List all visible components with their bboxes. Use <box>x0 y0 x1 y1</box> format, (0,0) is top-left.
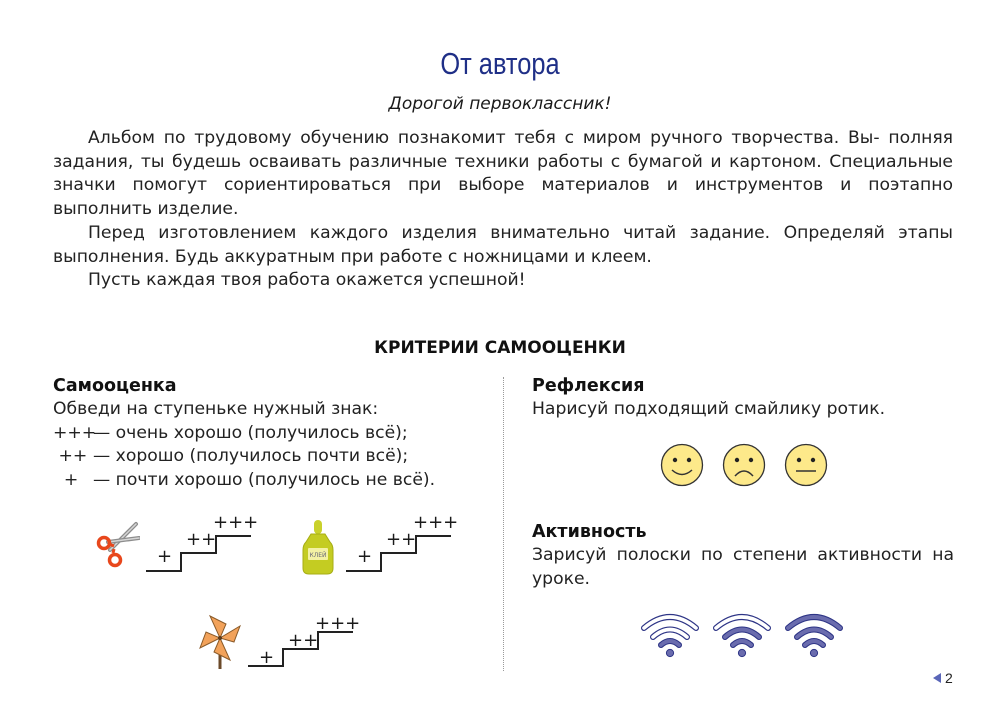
glue-bottle-icon <box>302 518 334 580</box>
legend-row <box>53 469 493 493</box>
wifi-level-2-icon[interactable] <box>712 610 772 658</box>
intro-line: и поэтапно выполнить изделие. <box>53 175 954 220</box>
neutral-smiley-icon[interactable] <box>784 443 828 487</box>
intro-paragraph-2 <box>53 222 953 269</box>
activity-title: Активность <box>532 522 647 542</box>
legend-row <box>53 445 493 469</box>
step-plus-3[interactable]: +++ <box>213 512 259 533</box>
self-assessment-title: Самооценка <box>53 376 177 396</box>
intro-line: выполнения. Будь аккуратным при работе с ножницами и клеем. <box>53 246 652 267</box>
legend-symbol: +++ <box>53 422 97 443</box>
intro-line: полняя задания, ты будешь осваивать различные техники работы с бумагой и картоном. <box>53 128 954 172</box>
intro-line: Перед изготовлением каждого изделия внимательно читай задание. Определяй этапы <box>88 222 953 243</box>
step-plus-1[interactable]: + <box>157 546 173 567</box>
self-assessment-instruction: Обведи на ступеньке нужный знак: <box>53 399 379 419</box>
sad-smiley-icon[interactable] <box>722 443 766 487</box>
step-plus-1[interactable]: + <box>357 546 373 567</box>
intro-line: Специальные значки помогут сориентироваться при выборе материалов и инструментов <box>53 151 953 196</box>
activity-section <box>532 520 954 591</box>
page-number <box>933 670 953 686</box>
legend-text: — почти хорошо (получилось не всё). <box>93 469 436 490</box>
step-plus-2[interactable]: ++ <box>288 630 319 651</box>
column-divider <box>503 377 504 671</box>
wifi-level-3-icon[interactable] <box>784 610 844 658</box>
page-title: От автора <box>440 46 560 81</box>
criteria-heading: КРИТЕРИИ САМООЦЕНКИ <box>374 338 626 358</box>
page-number-text: 2 <box>945 670 953 686</box>
intro-line: Альбом по трудовому обучению познакомит тебя с миром ручного творчества. Вы- <box>88 128 880 148</box>
activity-signals-row <box>640 610 844 658</box>
triangle-left-icon <box>933 673 941 683</box>
step-plus-1[interactable]: + <box>259 647 275 668</box>
activity-instruction: Зарисуй полоски по степени активности на уроке. <box>532 545 954 589</box>
self-assessment-section <box>53 374 493 492</box>
intro-text <box>53 127 953 293</box>
intro-paragraph-1 <box>53 127 953 222</box>
legend-symbol: ++ <box>53 446 88 466</box>
happy-smiley-icon[interactable] <box>660 443 704 487</box>
scissors-icon <box>96 520 140 574</box>
greeting: Дорогой первоклассник! <box>388 94 612 114</box>
step-plus-2[interactable]: ++ <box>186 529 217 550</box>
intro-paragraph-3 <box>53 269 953 293</box>
reflection-title: Рефлексия <box>532 376 645 396</box>
legend-text: — хорошо (получилось почти всё); <box>93 446 409 466</box>
pinwheel-icon <box>198 614 242 674</box>
svg-text:КЛЕЙ: КЛЕЙ <box>309 552 327 559</box>
step-plus-3[interactable]: +++ <box>413 512 459 533</box>
legend-symbol: + <box>53 469 79 490</box>
wifi-level-1-icon[interactable] <box>640 610 700 658</box>
step-plus-2[interactable]: ++ <box>386 529 417 550</box>
reflection-section <box>532 374 954 422</box>
legend-row <box>53 422 493 446</box>
legend-text: — очень хорошо (получилось всё); <box>93 422 408 443</box>
intro-line: Пусть каждая твоя работа окажется успешной! <box>88 270 526 291</box>
smileys-row <box>660 443 828 487</box>
reflection-instruction: Нарисуй подходящий смайлику ротик. <box>532 399 886 419</box>
step-plus-3[interactable]: +++ <box>315 613 361 634</box>
